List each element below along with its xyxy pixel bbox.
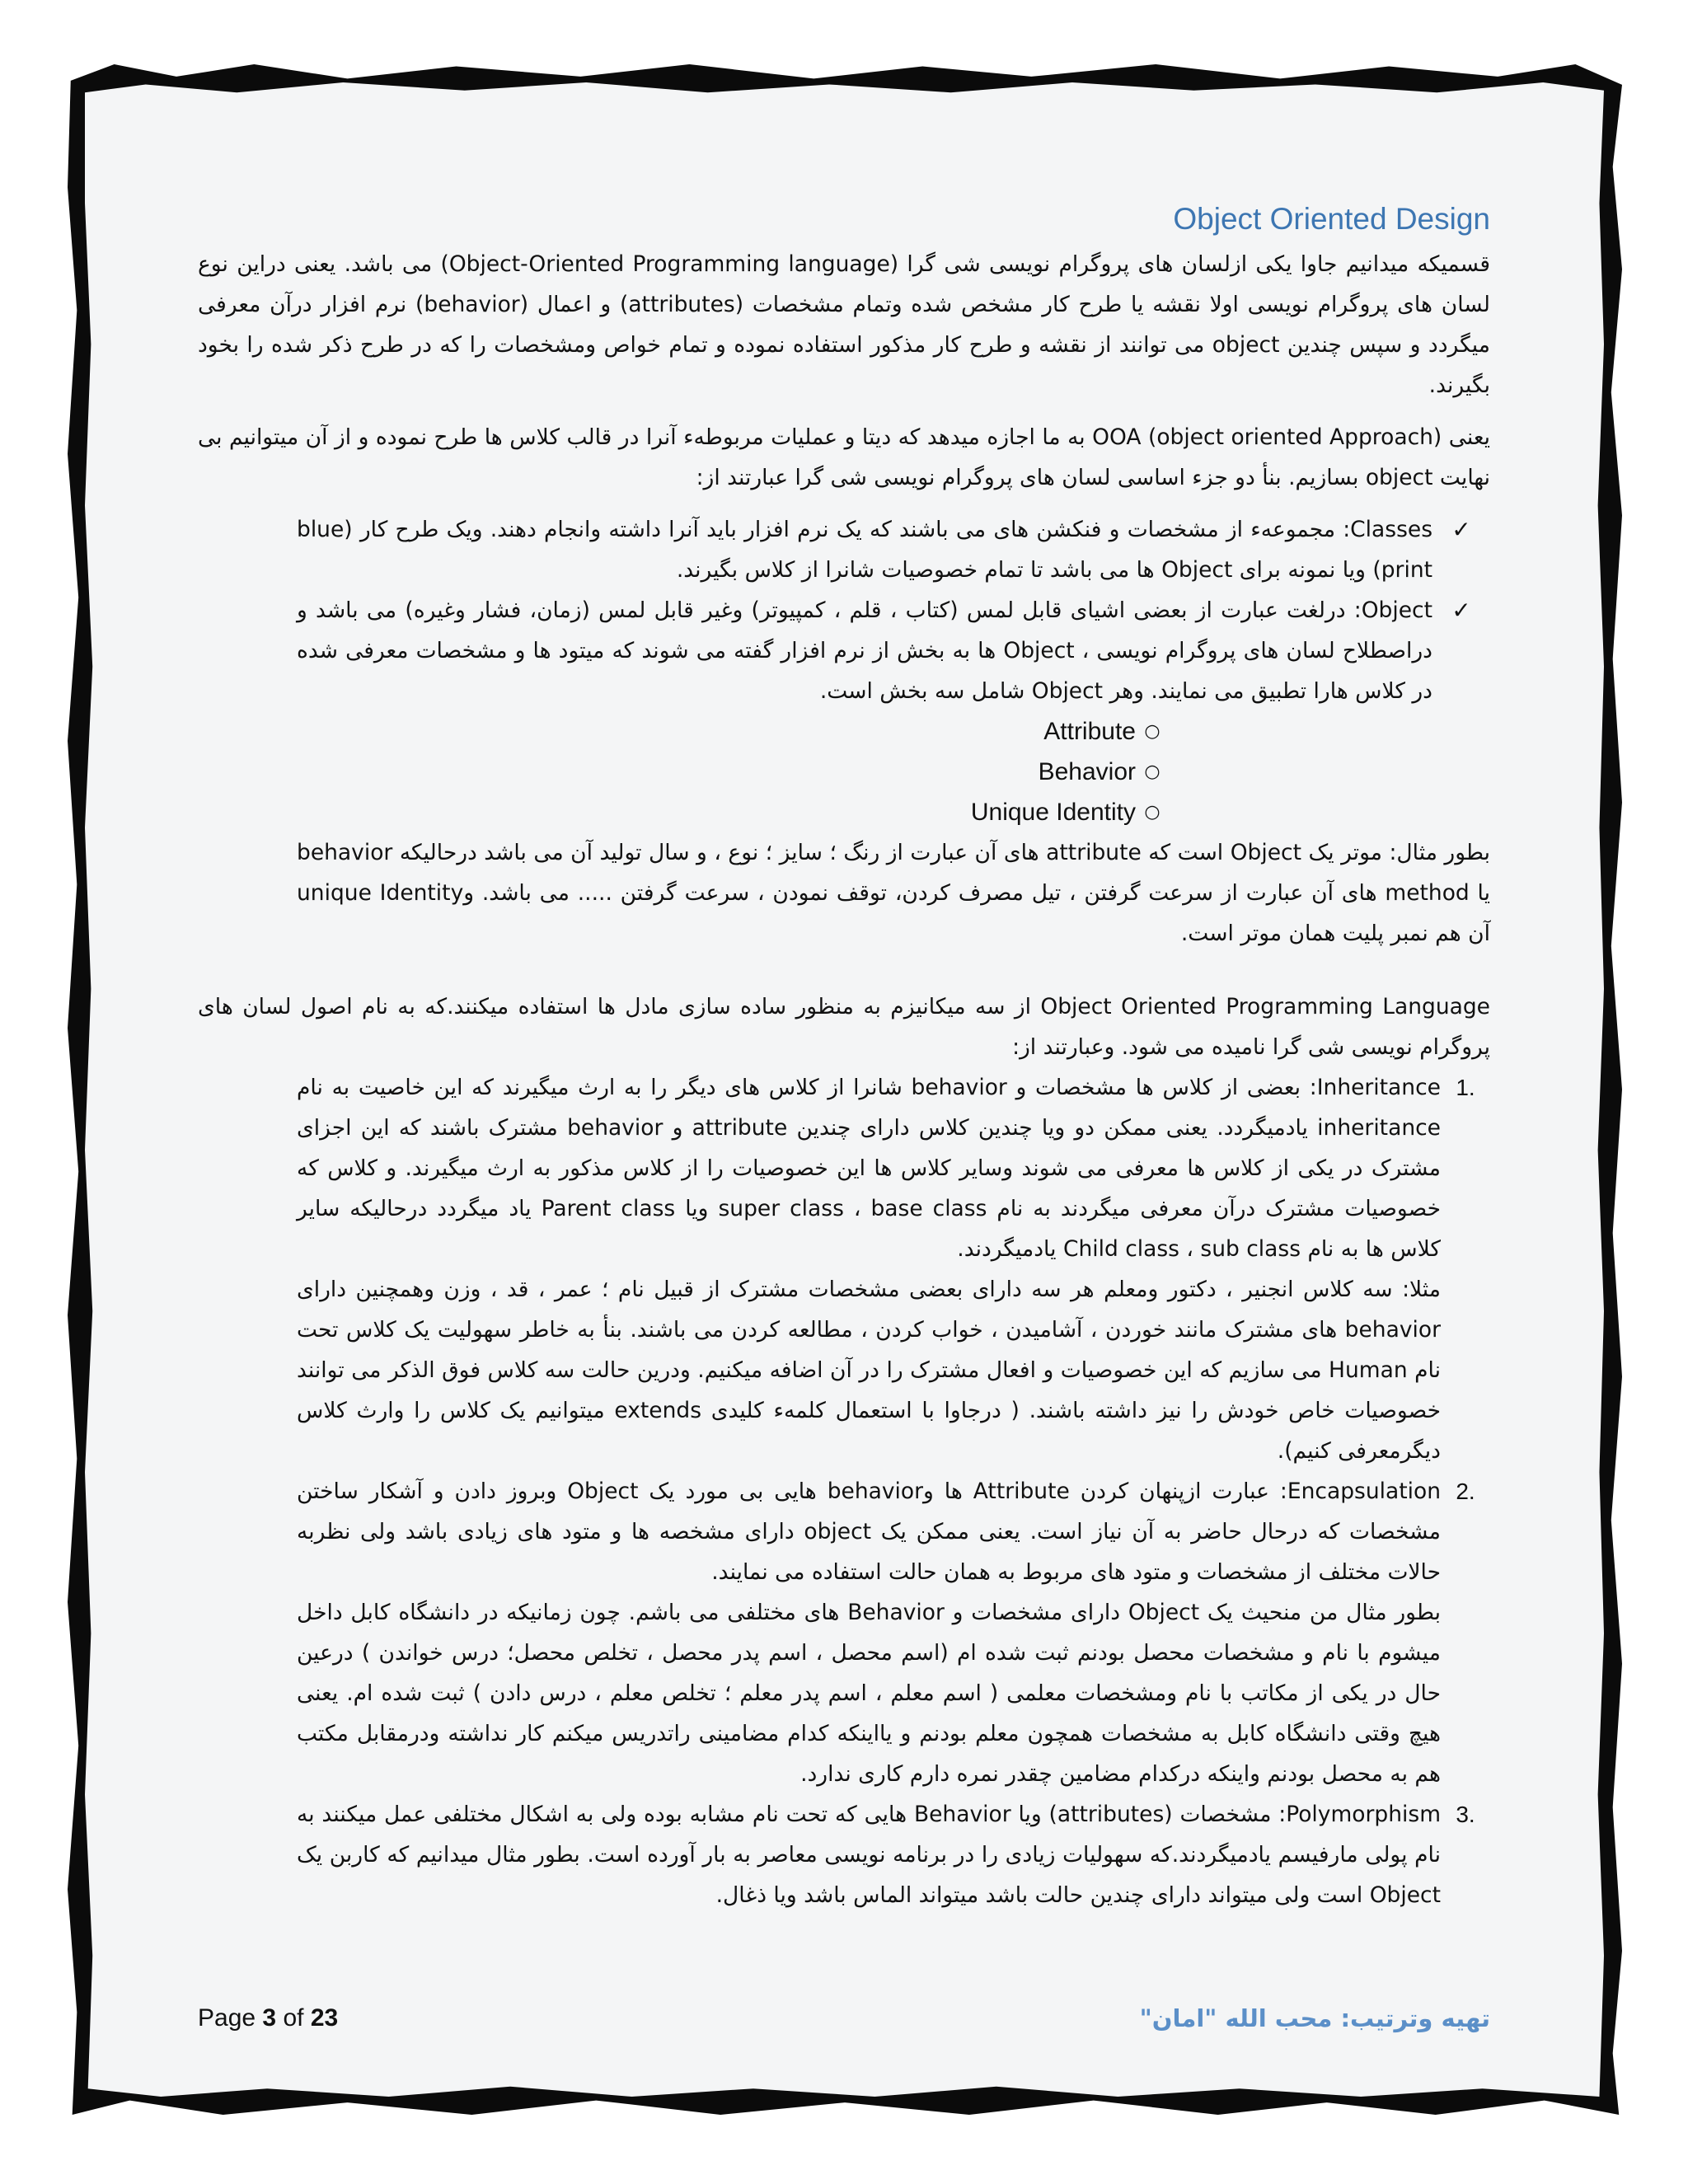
current-page: 3 — [262, 2004, 277, 2032]
page-word: Page — [198, 2004, 256, 2032]
intro-paragraph: قسمیکه میدانیم جاوا یکی ازلسان های پروگرام نویسی شی گرا (Object-Oriented Programming language) می باشد. یعنی دراین نوع لسان های پروگرام نویسی اولا نقشه یا طرح کار مشخص شده وتمام مشخصات (attributes) و اعمال (behavior) نرم افزار درآن معرفی میگردد و سپس چندین object می توانند از نقشه و طرح کار مذکور استفاده نموده و تمام خواص ومشخصات را که در طرح ذکر شده را بخود بگیرند. — [198, 251, 1490, 398]
numbered-item-inheritance — [198, 1067, 1490, 1269]
car-example-paragraph: بطور مثال: موتر یک Object است که attribute های آن عبارت از رنگ ؛ سایز ؛ نوع ، و سال تولید آن می باشد درحالیکه behavior یا method های آن عبارت از سرعت گرفتن ، تیل مصرف کردن، توقف نمودن ، سرعت گرفتن ..... می باشد. وunique Identity آن هم نمبر پلیت همان موتر است. — [297, 840, 1491, 946]
circle-bullet-icon: ○ — [1144, 762, 1160, 782]
object-part-label: Attribute — [1043, 718, 1136, 745]
principles-intro-paragraph: Object Oriented Programming Language از سه میکانیزم به منظور ساده سازی مادل ها استفاده میکنند.که به نام اصول لسان های پروگرام نویسی شی گرا نامیده می شود. وعبارتند از: — [198, 994, 1490, 1060]
item-text: Encapsulation: عبارت ازپنهان کردن Attribute ها وbehavior هایی بی مورد یک Object وبروز دادن و آشکار ساختن مشخصات که درحال حاضر به آن نیاز است. یعنی ممکن یک object دارای مشخصه ها و متود های زیادی باشد ولی نظربه حالات مختلف از مشخصات و متود های مربوط به همان حالت استفاده می نمایند. — [297, 1479, 1441, 1585]
object-part-label: Behavior — [1038, 758, 1136, 785]
item-number: 2. — [1456, 1479, 1475, 1504]
object-parts-list — [198, 711, 1490, 832]
object-part-label: Unique Identity — [970, 799, 1136, 826]
object-part-item — [198, 711, 1169, 752]
total-pages: 23 — [310, 2004, 339, 2032]
numbered-item-polymorphism — [198, 1794, 1490, 1915]
check-item-object — [198, 590, 1490, 711]
page-heading: Object Oriented Design — [1173, 202, 1490, 236]
item-number: 1. — [1456, 1075, 1475, 1100]
check-item-text: Classes: مجموعهء از مشخصات و فنکشن های می باشند که یک نرم افزار باید آنرا داشته وانجام دهند. ویک طرح کار (blue print) ویا نمونه برای Object ها می باشد تا تمام خصوصیات شانرا از کلاس بگیرند. — [297, 517, 1432, 583]
numbered-item-encapsulation — [198, 1471, 1490, 1592]
circle-bullet-icon: ○ — [1144, 721, 1160, 742]
item-number: 3. — [1456, 1802, 1475, 1827]
circle-bullet-icon: ○ — [1144, 802, 1160, 823]
check-item-classes — [198, 509, 1490, 590]
encapsulation-example: بطور مثال من منحیث یک Object دارای مشخصات و Behavior های مختلفی می باشم. چون زمانیکه در دانشگاه کابل داخل میشوم با نام و مشخصات محصل بودنم ثبت شده ام (اسم محصل ، اسم پدر محصل ، تخلص محصل؛ درس خواندن ) درعین حال در یکی از مکاتب با نام ومشخصات معلمی ( اسم معلم ، اسم پدر معلم ؛ تخلص معلم ، درس دادن ) ثبت شده ام. یعنی هیچ وقتی دانشگاه کابل به مشخصات همچون معلم بودنم و یااینکه کدام مضامینی راتدریس میکنم کار نداشته ودرمقابل مکتب هم به محصل بودنم واینکه درکدام مضامین چقدر نمره دارم کاری ندارد. — [297, 1600, 1441, 1787]
check-item-text: Object: درلغت عبارت از بعضی اشیای قابل لمس (کتاب ، قلم ، کمپیوتر) وغیر قابل لمس (زمان، فشار وغیره) می باشد و دراصطلاح لسان های پروگرام نویسی ، Object ها به بخش از نرم افزار گفته می شوند که میتود ها و مشخصات معرفی شده در کلاس هارا تطبیق می نمایند. وهر Object شامل سه بخش است. — [297, 598, 1432, 704]
page-number — [198, 2004, 338, 2032]
object-part-item — [198, 752, 1169, 792]
item-text: Polymorphism: مشخصات (attributes) ویا Behavior هایی که تحت نام مشابه بوده ولی به اشکال مختلفی عمل میکنند به نام پولی مارفیسم یادمیگردند.که سهولیات زیادی را در برنامه نویسی معاصر به بار آورده است. بطور مثال میدانیم که کاربن یک Object است ولی میتواند دارای چندین حالت باشد میتواند الماس باشد ویا ذغال. — [297, 1802, 1442, 1908]
checkmark-icon: ✓ — [1451, 597, 1471, 624]
object-part-item — [198, 792, 1169, 832]
author-credit: تهیه وترتیب: محب الله "امان" — [1139, 2004, 1490, 2032]
checkmark-icon: ✓ — [1451, 516, 1471, 543]
of-word: of — [283, 2004, 304, 2032]
ooa-paragraph: یعنی OOA (object oriented Approach) به ما اجازه میدهد که دیتا و عملیات مربوطهء آنرا در قالب کلاس ها طرح نموده و از آن میتوانیم بی نهایت object بسازیم. بنأ دو جزء اساسی لسان های پروگرام نویسی شی گرا عبارتند از: — [198, 424, 1491, 490]
inheritance-example: مثلا: سه کلاس انجنیر ، دکتور ومعلم هر سه دارای بعضی مشخصات مشترک از قبیل نام ؛ عمر ، قد ، وزن وهمچنین دارای behavior های مشترک مانند خوردن ، آشامیدن ، خواب کردن ، مطالعه کردن می باشند. بنأ به خاطر سهولیت یک کلاس تحت نام Human می سازیم که این خصوصیات و افعال مشترک را در آن اضافه میکنیم. ودرین حالت سه کلاس فوق الذکر می توانند خصوصیات خاص خودش را نیز داشته باشند. ( درجاوا با استعمال کلمهء کلیدی extends میتوانیم یک کلاس را وارث کلاس دیگرمعرفی کنیم). — [297, 1277, 1441, 1464]
item-text: Inheritance: بعضی از کلاس ها مشخصات و behavior شانرا از کلاس های دیگر را به ارث میگیرند که این خاصیت به نام inheritance یادمیگردد. یعنی ممکن دو ویا چندین کلاس دارای چندین attribute و behavior مشترک باشند که این اجزای مشترک در یکی از کلاس ها معرفی می شوند وسایر کلاس ها این خصوصیات را از کلاس مذکور به ارث میگیرند. و کلاس که خصوصیات مشترک درآن معرفی میگردند به نام super class ، base class ویا Parent class یاد میگردد درحالیکه سایر کلاس ها به نام Child class ، sub class یادمیگردند. — [297, 1075, 1441, 1262]
document-body — [198, 198, 1490, 1915]
